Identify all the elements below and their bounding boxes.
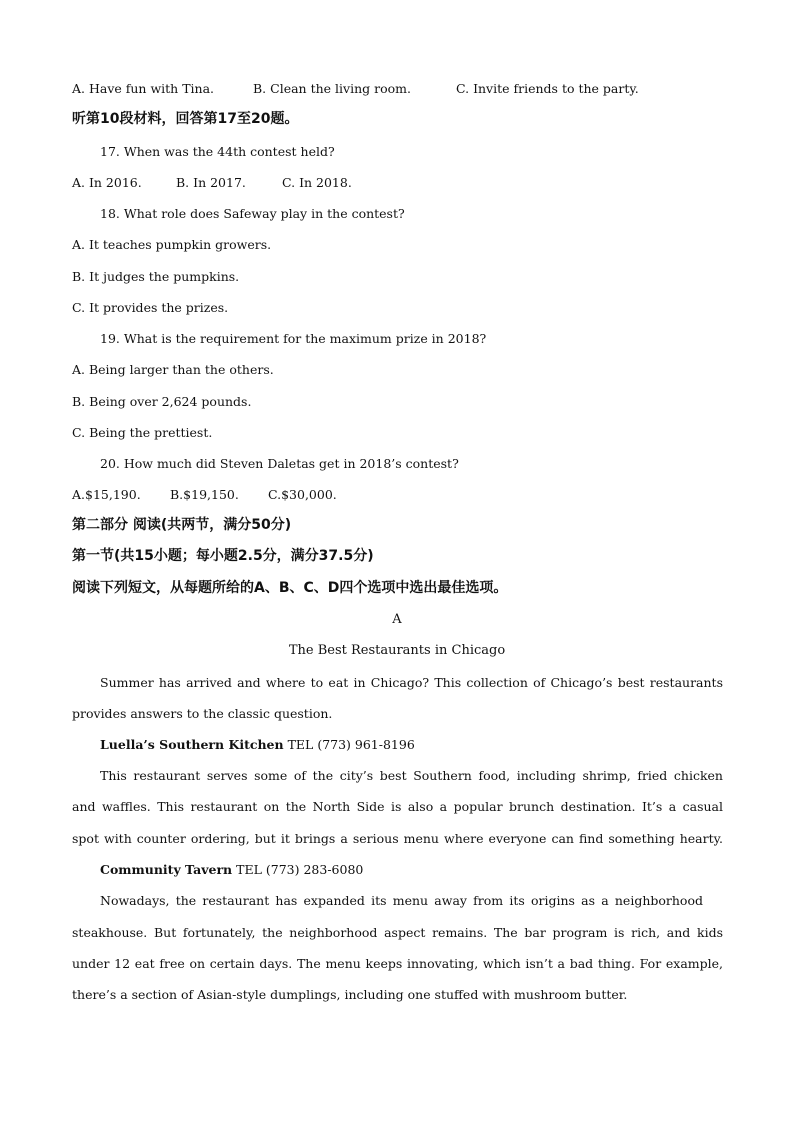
q20-option-b: B.$19,150. — [170, 487, 239, 502]
restaurant-2-header — [100, 862, 363, 878]
restaurant-1-tel: TEL (773) 961-8196 — [287, 737, 415, 752]
q17-option-b: B. In 2017. — [176, 175, 246, 190]
passage-title: The Best Restaurants in Chicago — [288, 643, 506, 658]
restaurant-2-line-2: steakhouse. But fortunately, the neighborhood aspect remains. The bar program is rich, and kids — [72, 925, 723, 940]
q18-option-b: B. It judges the pumpkins. — [72, 269, 240, 284]
q17-question: 17. When was the 44th contest held? — [100, 144, 335, 159]
passage-intro-line-2: provides answers to the classic question. — [72, 706, 333, 721]
q17-options — [72, 175, 352, 191]
q17-option-a: A. In 2016. — [72, 175, 142, 190]
q16-option-b: B. Clean the living room. — [253, 81, 411, 96]
q18-question: 18. What role does Safeway play in the contest? — [100, 206, 405, 221]
q16-options — [72, 81, 639, 97]
q19-question: 19. What is the requirement for the maximum prize in 2018? — [100, 331, 487, 346]
part2-instruction: 阅读下列短文，从每题所给的A、B、C、D四个选项中选出最佳选项。 — [72, 580, 508, 596]
q18-option-a: A. It teaches pumpkin growers. — [72, 237, 272, 252]
q16-option-c: C. Invite friends to the party. — [456, 81, 639, 96]
passage-intro-line-1: Summer has arrived and where to eat in Chicago? This collection of Chicago’s best restaurants — [100, 675, 723, 690]
q20-question: 20. How much did Steven Daletas get in 2018’s contest? — [100, 456, 459, 471]
section-10-intro: 听第10段材料，回答第17至20题。 — [72, 111, 299, 127]
restaurant-1-line-1: This restaurant serves some of the city’s best Southern food, including shrimp, fried chicken — [100, 768, 723, 783]
q19-option-a: A. Being larger than the others. — [72, 362, 274, 377]
restaurant-2-line-3: under 12 eat free on certain days. The menu keeps innovating, which isn’t a bad thing. For example, — [72, 956, 723, 971]
restaurant-1-line-3: spot with counter ordering, but it brings a serious menu where everyone can find something hearty. — [72, 831, 723, 846]
part2-section1: 第一节(共15小题；每小题2.5分，满分37.5分) — [72, 548, 374, 564]
passage-letter: A — [392, 612, 402, 627]
restaurant-2-line-1: Nowadays, the restaurant has expanded its menu away from its origins as a neighborhood — [100, 893, 703, 908]
part2-heading: 第二部分 阅读(共两节，满分50分) — [72, 517, 292, 533]
restaurant-1-line-2: and waffles. This restaurant on the North Side is also a popular brunch destination. It’s a casual — [72, 799, 723, 814]
q18-option-c: C. It provides the prizes. — [72, 300, 229, 315]
q20-option-c: C.$30,000. — [268, 487, 337, 502]
q20-option-a: A.$15,190. — [72, 487, 141, 502]
q17-option-c: C. In 2018. — [282, 175, 352, 190]
restaurant-1-name: Luella’s Southern Kitchen — [100, 737, 284, 752]
restaurant-2-line-4: there’s a section of Asian-style dumplings, including one stuffed with mushroom butter. — [72, 987, 628, 1002]
q20-options — [72, 487, 337, 503]
restaurant-2-name: Community Tavern — [100, 862, 233, 877]
q19-option-b: B. Being over 2,624 pounds. — [72, 394, 252, 409]
restaurant-2-tel: TEL (773) 283-6080 — [236, 862, 364, 877]
q16-option-a: A. Have fun with Tina. — [72, 81, 215, 96]
restaurant-1-header — [100, 737, 415, 753]
q19-option-c: C. Being the prettiest. — [72, 425, 213, 440]
